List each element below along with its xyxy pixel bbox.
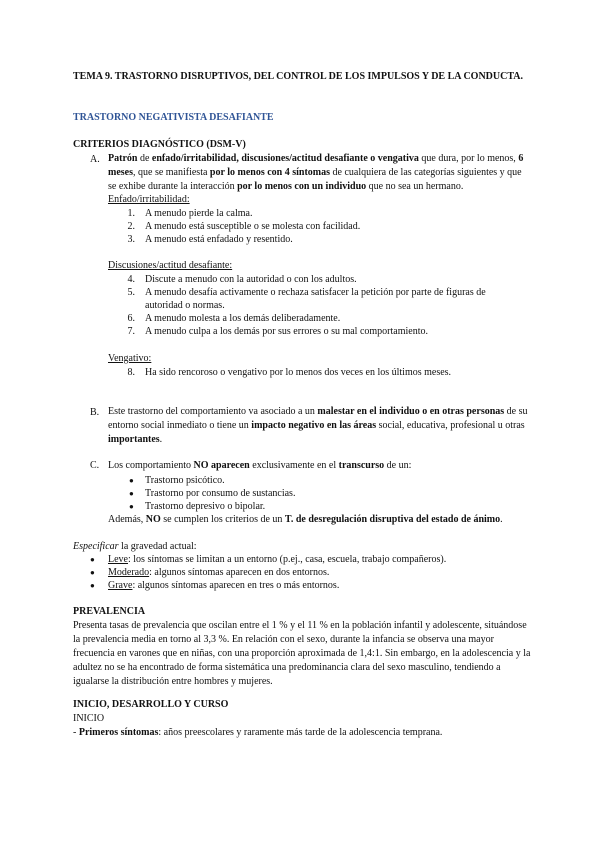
list-item-number: 3.	[127, 234, 135, 245]
bullet-dot-icon: ●	[90, 568, 95, 577]
criterion-b-part: Este trastorno del comportamiento va asociado a un	[108, 406, 318, 417]
section-heading-text: TRASTORNO NEGATIVISTA DESAFIANTE	[73, 112, 274, 123]
criterion-b-part: importantes	[108, 434, 160, 445]
criterion-c-addendum-part: se cumplen los criterios de un	[160, 514, 285, 525]
list-item-text: Ha sido rencoroso o vengativo por lo menos dos veces en los últimos meses.	[145, 367, 452, 378]
criterion-b-part: de su entorno social inmediato o tiene un	[108, 406, 528, 431]
list-item-text: A menudo pierde la calma.	[145, 208, 253, 219]
criteria-heading-text: CRITERIOS DIAGNÓSTICO (DSM-V)	[73, 139, 246, 150]
criterion-c-part: Los comportamiento	[108, 460, 194, 471]
onset-heading	[73, 698, 528, 712]
bullet-item-text: Trastorno depresivo o bipolar.	[145, 501, 266, 512]
severity-intro-text: la gravedad actual:	[118, 541, 197, 552]
list-item-number: 5.	[127, 287, 135, 298]
severity-level: Grave	[108, 580, 133, 591]
list-item-text: autoridad o normas.	[145, 300, 225, 311]
criterion-c-addendum-part: .	[500, 514, 503, 525]
list-item-text: A menudo está enfadado y resentido.	[145, 234, 293, 245]
list-item-number: 4.	[127, 274, 135, 285]
criterion-a-part: enfado/irritabilidad, discusiones/actitud desafiante o vengativa	[151, 153, 419, 164]
onset-subheading-text: INICIO	[73, 713, 105, 724]
criterion-b-part: .	[159, 434, 163, 445]
bullet-item-text: Trastorno psicótico.	[145, 475, 225, 486]
criterion-a-letter-text: A.	[90, 154, 100, 165]
group-label-vengativo	[108, 352, 151, 365]
criterion-c-part: exclusivamente en el	[249, 460, 339, 471]
group-label-enfado	[108, 193, 190, 206]
list-item-number: 8.	[127, 367, 135, 378]
prevalence-paragraph	[73, 619, 531, 689]
criterion-a-part: que dura, por lo menos,	[418, 153, 519, 164]
list-item-number: 7.	[127, 326, 135, 337]
criterion-a-part: , que se manifiesta	[133, 167, 210, 178]
bullet-dot-icon: ●	[90, 555, 95, 564]
onset-subheading	[73, 712, 528, 726]
criterion-c-addendum-part: T. de desregulación disruptiva del estado de ánimo	[284, 514, 501, 525]
document-title-text: TEMA 9. TRASTORNO DISRUPTIVOS, DEL CONTROL DE LOS IMPULSOS Y DE LA CONDUCTA.	[73, 71, 523, 82]
severity-desc: : los síntomas se limitan a un entorno (p.ej., casa, escuela, trabajo compañeros).	[128, 554, 447, 565]
onset-text: : años preescolares y raramente más tarde de la adolescencia temprana.	[158, 727, 443, 738]
criterion-b-letter-text: B.	[90, 407, 100, 418]
list-item-text: A menudo culpa a los demás por sus errores o su mal comportamiento.	[145, 326, 428, 337]
criterion-c-part: transcurso	[338, 460, 385, 471]
bullet-item-text: Trastorno por consumo de sustancias.	[145, 488, 296, 499]
onset-line	[73, 726, 528, 740]
severity-intro-italic: Especificar	[73, 541, 119, 552]
bullet-dot-icon: ●	[129, 476, 134, 485]
criterion-c-part: NO aparecen	[193, 460, 250, 471]
group-label-discusiones	[108, 259, 232, 272]
severity-desc: : algunos síntomas aparecen en dos entornos.	[149, 567, 330, 578]
criterion-c-intro	[108, 459, 411, 472]
criterion-a-part: de cualquiera de las categorías siguientes y que se exhibe durante la interacción	[108, 167, 522, 192]
bullet-dot-icon: ●	[90, 581, 95, 590]
bullet-dot-icon: ●	[129, 489, 134, 498]
criterion-b-part: impacto negativo en las áreas	[251, 420, 377, 431]
list-item-number: 6.	[127, 313, 135, 324]
group-label-text: Vengativo:	[108, 353, 152, 364]
list-item-text: Discute a menudo con la autoridad o con los adultos.	[145, 274, 357, 285]
prevalence-text: Presenta tasas de prevalencia que oscilan entre el 1 % y el 11 % en la población infantil y adolescente, situándose la prevalencia media en torno al 3,3 %. En relación con el sexo, durante la infancia se observa una mayor frecuencia en varones que en niñas, con una proporción aproximada de 1,4:1. Sin embargo, en la adolescencia y la adultez no se ha encontrado de forma sistemática una predominancia clara del sexo masculino, tendiendo a igualarse la distribución entre hombres y mujeres.	[73, 620, 531, 687]
criterion-b-part: malestar en el individuo o en otras personas	[317, 406, 505, 417]
criterion-a-letter	[90, 153, 100, 166]
criterion-c-letter	[90, 459, 99, 472]
criterion-c-addendum-part: NO	[145, 514, 161, 525]
onset-dash: -	[73, 727, 79, 738]
criteria-heading	[73, 138, 528, 152]
severity-desc: : algunos síntomas aparecen en tres o más entornos.	[132, 580, 340, 591]
onset-key: Primeros síntomas	[78, 727, 159, 738]
criterion-c-addendum-part: Además,	[108, 514, 146, 525]
list-item-text: A menudo desafía activamente o rechaza satisfacer la petición por parte de figuras de	[145, 287, 486, 298]
severity-intro	[73, 540, 197, 553]
criterion-c-addendum	[108, 513, 503, 526]
list-item-number: 2.	[127, 221, 135, 232]
criterion-b-paragraph	[108, 405, 528, 447]
criterion-b-part: social, educativa, profesional u otras	[376, 420, 525, 431]
criterion-a-part: Patrón	[108, 153, 138, 164]
prevalence-heading	[73, 605, 528, 619]
onset-heading-text: INICIO, DESARROLLO Y CURSO	[73, 699, 229, 710]
group-label-text: Enfado/irritabilidad:	[108, 194, 190, 205]
list-item-text: A menudo molesta a los demás deliberadamente.	[145, 313, 341, 324]
criterion-c-letter-text: C.	[90, 460, 100, 471]
criterion-a-part: que no sea un hermano.	[366, 181, 464, 192]
group-label-text: Discusiones/actitud desafiante:	[108, 260, 233, 271]
criterion-a-part: de	[137, 153, 152, 164]
criterion-a-paragraph	[108, 152, 528, 194]
section-heading	[73, 111, 528, 125]
criterion-c-part: de un:	[384, 460, 412, 471]
list-item-number: 1.	[127, 208, 135, 219]
severity-level: Moderado	[108, 567, 150, 578]
criterion-b-letter	[90, 406, 99, 419]
criterion-a-part: 6 meses	[108, 153, 524, 178]
criterion-a-part: por lo menos con un individuo	[237, 181, 367, 192]
bullet-dot-icon: ●	[129, 502, 134, 511]
document-title	[73, 70, 528, 84]
criterion-a-part: por lo menos con 4 síntomas	[209, 167, 331, 178]
list-item-text: A menudo está susceptible o se molesta con facilidad.	[145, 221, 361, 232]
prevalence-heading-text: PREVALENCIA	[73, 606, 146, 617]
severity-level: Leve	[108, 554, 128, 565]
